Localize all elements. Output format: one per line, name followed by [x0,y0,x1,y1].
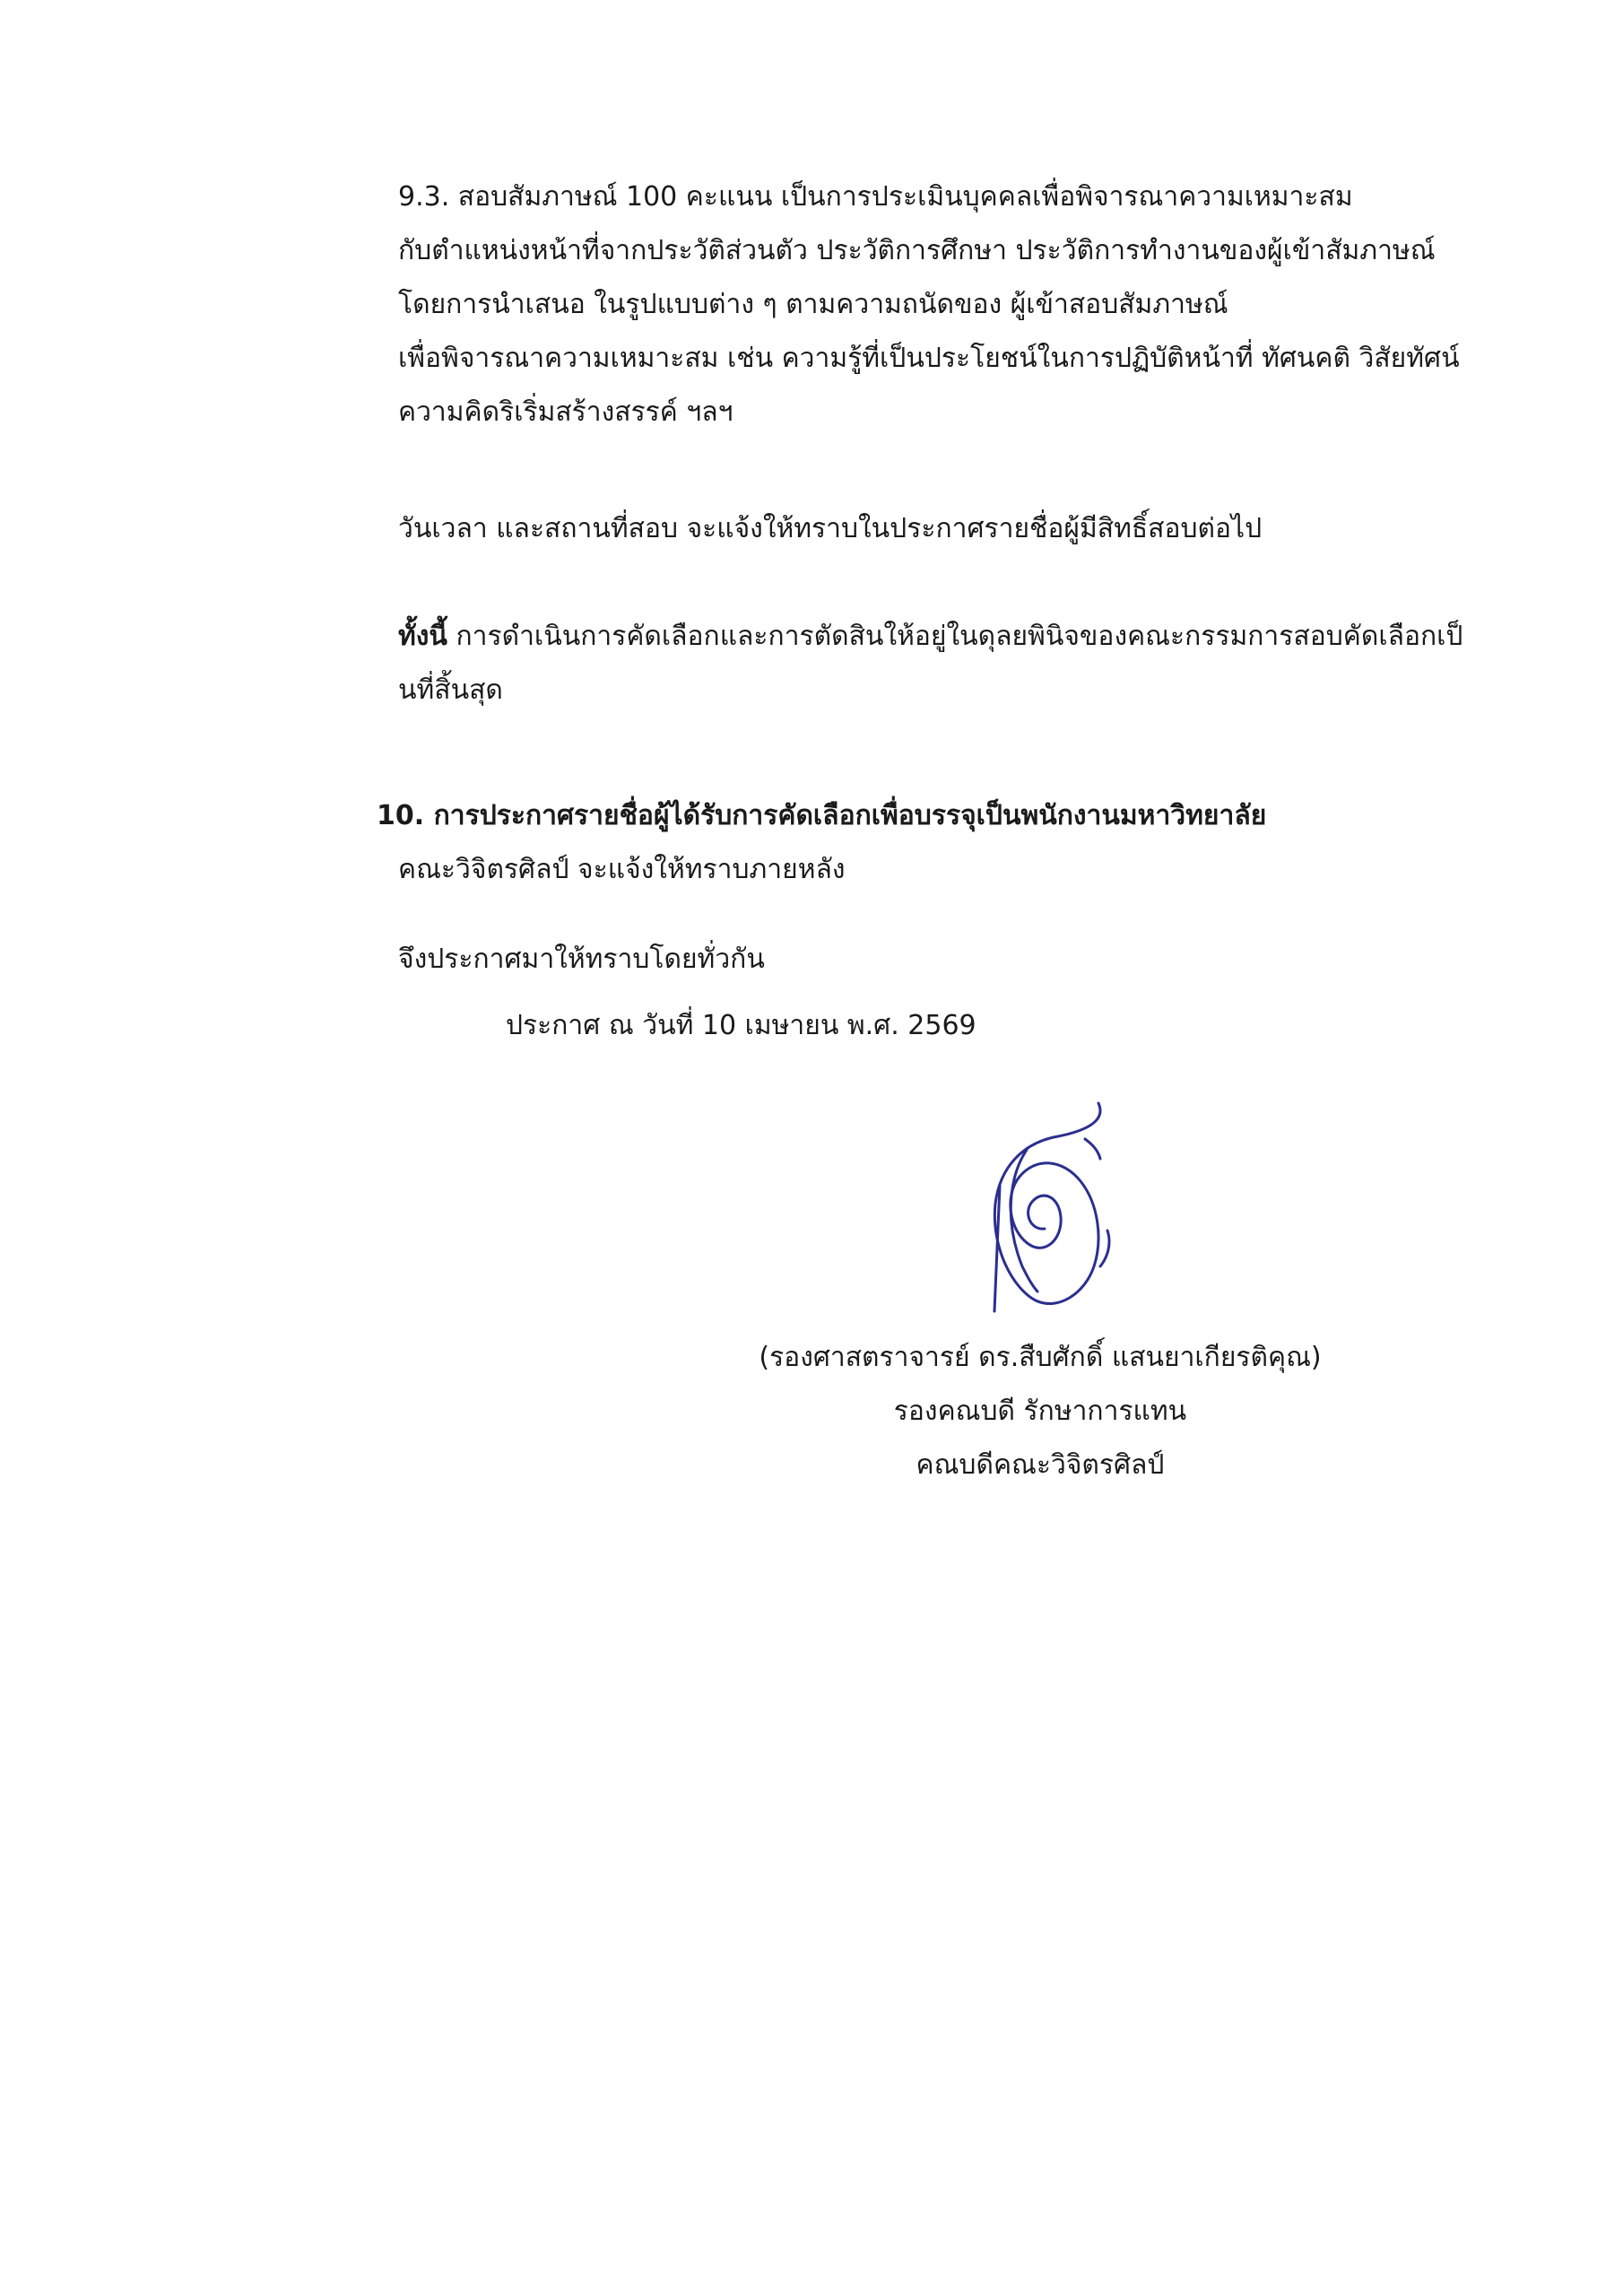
final-note-bold-lead: ทั้งนี้ [398,621,447,652]
section-9-3-line-2: กับตำแหน่งหน้าที่จากประวัติส่วนตัว ประวัติการศึกษา ประวัติการทำงานของผู้เข้าสัมภาษณ์ [398,235,1436,266]
final-note-line-1 [398,617,1462,657]
announcement-date: ประกาศ ณ วันที่ 10 เมษายน พ.ศ. 2569 [506,1010,976,1041]
signatory-position-line-2: คณบดีคณะวิจิตรศิลป์ [916,1449,1165,1481]
signature-stroke-right [1100,1231,1109,1266]
section-10-heading: 10. การประกาศรายชื่อผู้ได้รับการคัดเลือกเพื่อบรรจุเป็นพนักงานมหาวิทยาลัย [377,800,1267,831]
final-note-text: การดำเนินการคัดเลือกและการตัดสินให้อยู่ในดุลยพินิจของคณะกรรมการสอบคัดเลือกเป็ [456,621,1463,652]
exam-schedule-text: วันเวลา และสถานที่สอบ จะแจ้งให้ทราบในประกาศรายชื่อผู้มีสิทธิ์สอบต่อไป [398,513,1263,544]
closing-text: จึงประกาศมาให้ทราบโดยทั่วกัน [398,944,765,975]
section-9-3-line-3: โดยการนำเสนอ ในรูปแบบต่าง ๆ ตามความถนัดของ ผู้เข้าสอบสัมภาษณ์ [398,289,1228,320]
section-10-body: คณะวิจิตรศิลป์ จะแจ้งให้ทราบภายหลัง [398,854,846,885]
section-9-3-line-5: ความคิดริเริ่มสร้างสรรค์ ฯลฯ [398,396,733,428]
signature-image [973,1096,1116,1320]
signature-stroke-top [1085,1139,1100,1159]
signatory-position-line-1: รองคณบดี รักษาการแทน [893,1396,1187,1427]
signatory-name: (รองศาสตราจารย์ ดร.สืบศักดิ์ แสนยาเกียรติคุณ) [759,1342,1322,1373]
final-note-line-2: นที่สิ้นสุด [398,674,503,706]
section-9-3-line-1: 9.3. สอบสัมภาษณ์ 100 คะแนน เป็นการประเมินบุคคลเพื่อพิจารณาความเหมาะสม [398,181,1353,213]
section-9-3-line-4: เพื่อพิจารณาความเหมาะสม เช่น ความรู้ที่เป็นประโยชน์ในการปฏิบัติหน้าที่ ทัศนคติ วิสัยทัศน์ [398,343,1460,374]
